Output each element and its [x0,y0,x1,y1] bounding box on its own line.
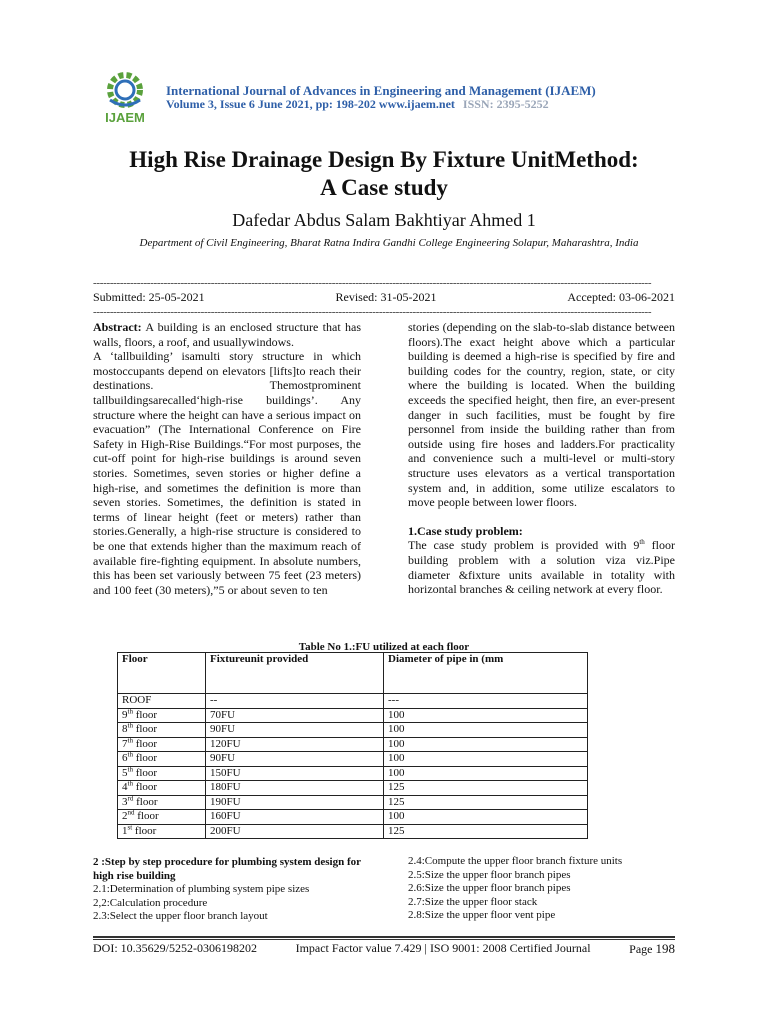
abstract-p2: A ‘tallbuilding’ isamulti story structure in which mostoccupants depend on elevators [lifts]to reach their destinations. Themostprominent tallbuildingsarecalled‘high-rise buildings’. Any structure where the height can have a serious impact on evacuation” (The International Conference on Fire Safety in High-Rise Buildings.“For most purposes, the cut-off point for high-rise buildings is around seven stories. Sometimes, seven stories or higher define a high-rise, and sometimes the definition is more than seven stories. Sometimes, the definition is stated in terms of linear height (feet or meters) rather than stories.Generally, a high-rise structure is considered to be one that extends higher than the maximum reach of available fire-fighting equipment. In absolute numbers, this has been set variously between 75 feet (23 meters) and 100 feet (30 meters),”5 or about seven to ten [93,349,361,597]
separator-bottom: ---------------------------------------------------------------------------------------------------------------------------------------------------------------------- [93,307,652,317]
step-item: 2.3:Select the upper floor branch layout [93,910,268,922]
accepted-date: Accepted: 03-06-2021 [567,290,675,304]
table-row [118,752,588,767]
fixture-unit-cell: 70FU [206,708,384,723]
abstract-text-1: A building is an enclosed structure that has walls, floors, a roof, and usuallywindows. [93,320,361,349]
header-fixture-unit: Fixtureunit provided [206,653,384,694]
header-diameter: Diameter of pipe in (mm [384,653,588,694]
table-row [118,737,588,752]
gear-logo-icon [92,70,158,126]
table-row [118,766,588,781]
footer-rule [93,936,675,938]
dates-row [93,290,675,305]
steps-left [93,856,373,924]
fixture-unit-cell: 180FU [206,781,384,796]
impact-factor: Impact Factor value 7.429 | ISO 9001: 2008 Certified Journal [295,941,591,955]
journal-logo [92,70,158,126]
floor-cell: 9th floor [118,708,206,723]
step-item: 2.1:Determination of plumbing system pipe sizes [93,883,310,895]
separator-top: ---------------------------------------------------------------------------------------------------------------------------------------------------------------------- [93,278,652,288]
right-p2: The case study problem is provided with 9th floor building problem with a solution viza viz.Pipe diameter &fixture units available in totality with horizontal branches & ceiling network at every floor. [408,538,676,597]
right-p1: stories (depending on the slab-to-slab distance between floors).The exact height above which a particular building is deemed a high-rise is specified by fire and building codes for the country, region, state, or city where the building is located. When the building exceeds the specified height, then fire, an ever-present danger in such facilities, must be fought by fire personnel from inside the building rather than from outside using fire hoses and ladders.For practicality and convenience such a multi-level or multi-story structure uses elevators as a vertical transportation system and, in addition, some utilize escalators to move people between lower floors. [408,320,675,510]
fixture-unit-cell: 120FU [206,737,384,752]
department: Department of Civil Engineering, Bharat Ratna Indira Gandhi College Engineering Solapur, Maharashtra, India [139,237,639,249]
revised-date: Revised: 31-05-2021 [335,290,437,304]
table-row [118,824,588,839]
floor-cell: 1st floor [118,824,206,839]
diameter-cell: 125 [384,781,588,796]
diameter-cell: 100 [384,723,588,738]
abstract-label: Abstract: [93,320,142,334]
floor-cell: 6th floor [118,752,206,767]
diameter-cell: 100 [384,766,588,781]
table-header-row [118,653,588,694]
fixture-unit-cell: 160FU [206,810,384,825]
table-row [118,723,588,738]
fixture-unit-cell: 200FU [206,824,384,839]
step-item: 2.5:Size the upper floor branch pipes [408,868,571,881]
diameter-cell: 100 [384,752,588,767]
abstract-p1 [93,320,361,349]
author: Dafedar Abdus Salam Bakhtiyar Ahmed 1 [232,210,536,230]
journal-volume-line [166,97,549,112]
table-row [118,694,588,709]
floor-cell: 7th floor [118,737,206,752]
left-column [93,320,361,597]
fixture-unit-table [117,652,588,839]
floor-cell: 8th floor [118,723,206,738]
journal-name: International Journal of Advances in Engineering and Management (IJAEM) [166,83,596,98]
floor-cell: 2nd floor [118,810,206,825]
title-line-2: A Case study [320,175,448,200]
step-item: 2.4:Compute the upper floor branch fixture units [408,855,623,867]
step-item: 2,2:Calculation procedure [93,896,208,909]
submitted-date: Submitted: 25-05-2021 [93,290,205,304]
header-floor: Floor [118,653,206,694]
table-row [118,795,588,810]
right-column [408,320,675,597]
table-row [118,781,588,796]
step-item: 2.6:Size the upper floor branch pipes [408,882,571,894]
floor-cell: 5th floor [118,766,206,781]
fixture-unit-cell: 190FU [206,795,384,810]
diameter-cell: 100 [384,737,588,752]
diameter-cell: 100 [384,708,588,723]
fixture-unit-cell: 150FU [206,766,384,781]
doi: DOI: 10.35629/5252-0306198202 [93,941,257,955]
table-row [118,810,588,825]
volume-info: Volume 3, Issue 6 June 2021, pp: 198-202 www.ijaem.net [166,97,455,111]
page-footer [93,941,675,957]
paper-title [40,146,728,202]
floor-cell: 3rd floor [118,795,206,810]
floor-cell: ROOF [118,694,206,709]
diameter-cell: --- [384,694,588,709]
fixture-unit-cell: 90FU [206,723,384,738]
table-row [118,708,588,723]
logo-text: IJAEM [105,110,145,125]
steps-heading: 2 :Step by step procedure for plumbing system design for high rise building [93,856,361,882]
issn: ISSN: 2395-5252 [462,97,549,111]
floor-cell: 4th floor [118,781,206,796]
fixture-unit-cell: -- [206,694,384,709]
page-number: Page 198 [629,941,675,956]
footer-rule-thin [93,939,675,940]
step-item: 2.8:Size the upper floor vent pipe [408,909,556,921]
step-item: 2.7:Size the upper floor stack [408,895,538,908]
steps-right [408,855,678,923]
diameter-cell: 125 [384,795,588,810]
diameter-cell: 125 [384,824,588,839]
title-line-1: High Rise Drainage Design By Fixture UnitMethod: [129,147,639,172]
fixture-unit-cell: 90FU [206,752,384,767]
table-title: Table No 1.:FU utilized at each floor [298,641,470,653]
diameter-cell: 100 [384,810,588,825]
section-heading-case-study: 1.Case study problem: [408,523,523,538]
